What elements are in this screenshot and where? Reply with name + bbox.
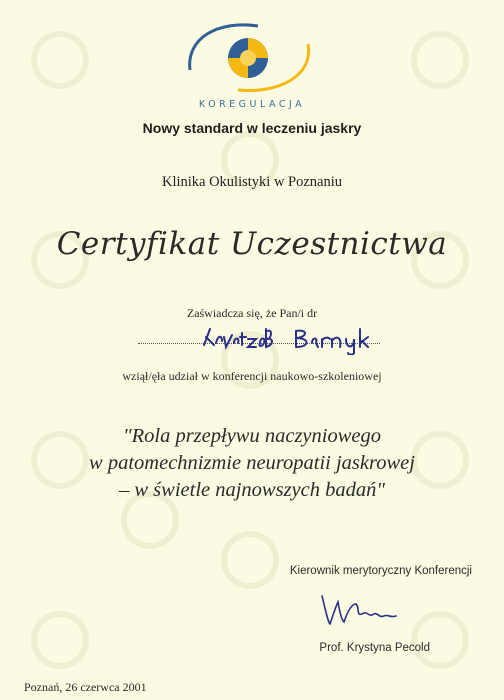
signatory-role: Kierownik merytoryczny Konferencji (289, 565, 472, 577)
place-and-date: Poznań, 26 czerwca 2001 (24, 680, 147, 694)
topic-line: – w świetle najnowszych badań" (119, 479, 385, 501)
tagline: Nowy standard w leczeniu jaskry (142, 120, 362, 136)
director-signature (316, 592, 406, 628)
clinic-name: Klinika Okulistyki w Poznaniu (161, 174, 343, 190)
handwritten-recipient-name (200, 323, 380, 355)
topic-line: w patomechnizmie neuropatii jaskrowej (89, 452, 415, 474)
logo-wordmark: KOREGULACJA (198, 99, 306, 110)
signatory-name: Prof. Krystyna Pecold (319, 642, 430, 654)
topic-line: "Rola przepływu naczyniowego (123, 425, 381, 447)
conference-topic (0, 423, 504, 504)
participation-text: wziął/ęła udział w konferencji naukowo-szkoleniowej (122, 369, 382, 383)
certifies-text: Zaświadcza się, że Pan/i dr (186, 306, 318, 320)
certificate-title: Certyfikat Uczestnictwa (56, 226, 448, 262)
koregulacja-logo-icon (178, 18, 318, 98)
